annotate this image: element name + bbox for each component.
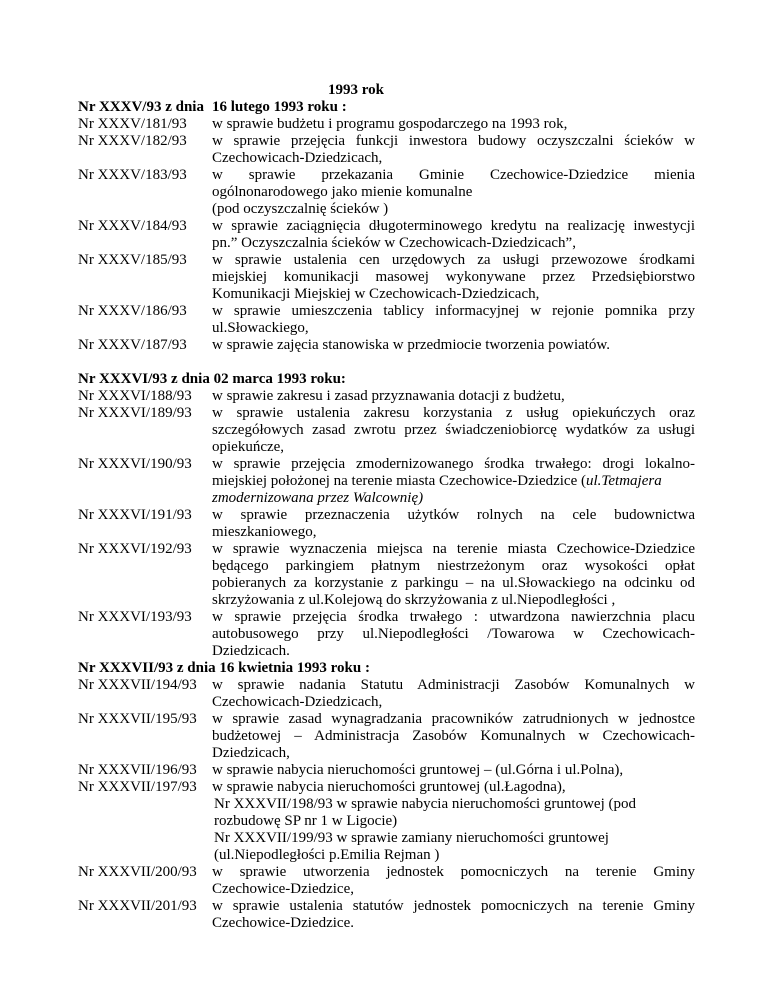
resolution-text: szczegółowych zasad zwrotu przez świadczeniobiorcę wydatków za usługi xyxy=(212,422,695,438)
resolution-text: w sprawie umieszczenia tablicy informacyjnej w rejonie pomnika przy xyxy=(212,303,695,319)
session-header: Nr XXXVII/93 z dnia 16 kwietnia 1993 roku : xyxy=(78,660,370,676)
resolution-number: Nr XXXVI/193/93 xyxy=(78,609,192,625)
resolution-text: autobusowego przy ul.Niepodległości /Towarowa w Czechowicach- xyxy=(212,626,695,642)
resolution-text: Czechowice-Dziedzice. xyxy=(212,915,354,931)
resolution-text: rozbudowę SP nr 1 w Ligocie) xyxy=(214,813,398,829)
resolution-text: w sprawie ustalenia cen urzędowych za usługi przewozowe środkami xyxy=(212,252,695,268)
resolution-number: Nr XXXVI/188/93 xyxy=(78,388,192,404)
resolution-text: zmodernizowana przez Walcownię) xyxy=(212,490,424,506)
resolution-number: Nr XXXVI/190/93 xyxy=(78,456,192,472)
resolution-text: Dziedzicach. xyxy=(212,643,290,659)
resolution-text: w sprawie wyznaczenia miejsca na terenie miasta Czechowice-Dziedzice xyxy=(212,541,695,557)
resolution-text: w sprawie utworzenia jednostek pomocniczych na terenie Gminy xyxy=(212,864,695,880)
resolution-number: Nr XXXVI/191/93 xyxy=(78,507,192,523)
resolution-text: miejskiej położonej na terenie miasta Czechowice-Dziedzice (ul.Tetmajera xyxy=(212,473,662,489)
resolution-text: w sprawie zajęcia stanowiska w przedmiocie tworzenia powiatów. xyxy=(212,337,611,353)
resolution-number: Nr XXXVII/200/93 xyxy=(78,864,197,880)
resolution-text: Komunikacji Miejskiej w Czechowicach-Dziedzicach, xyxy=(212,286,540,302)
resolution-text: w sprawie zasad wynagradzania pracowników zatrudnionych w jednostce xyxy=(212,711,695,727)
resolution-text: Dziedzicach, xyxy=(212,745,290,761)
resolution-number: Nr XXXV/181/93 xyxy=(78,116,187,132)
year-heading: 1993 rok xyxy=(328,82,384,98)
resolution-text: w sprawie przejęcia zmodernizowanego środka trwałego: drogi lokalno- xyxy=(212,456,695,472)
resolution-text: budżetowej – Administracja Zasobów Komunalnych w Czechowicach- xyxy=(212,728,695,744)
resolution-text: w sprawie zakresu i zasad przyznawania dotacji z budżetu, xyxy=(212,388,565,404)
resolution-text: (ul.Niepodległości p.Emilia Rejman ) xyxy=(214,847,440,863)
resolution-text: w sprawie budżetu i programu gospodarczego na 1993 rok, xyxy=(212,116,568,132)
resolution-text: Nr XXXVII/198/93 w sprawie nabycia nieruchomości gruntowej (pod xyxy=(214,796,636,812)
resolution-text: Czechowicach-Dziedzicach, xyxy=(212,150,383,166)
resolution-text: w sprawie ustalenia statutów jednostek pomocniczych na terenie Gminy xyxy=(212,898,695,914)
resolution-number: Nr XXXVI/189/93 xyxy=(78,405,192,421)
resolution-number: Nr XXXV/182/93 xyxy=(78,133,187,149)
resolution-text: w sprawie nadania Statutu Administracji Zasobów Komunalnych w xyxy=(212,677,695,693)
resolution-text: skrzyżowania z ul.Kolejową do skrzyżowania z ul.Niepodległości , xyxy=(212,592,616,608)
resolution-number: Nr XXXV/187/93 xyxy=(78,337,187,353)
resolution-number: Nr XXXV/183/93 xyxy=(78,167,187,183)
resolution-number: Nr XXXVI/192/93 xyxy=(78,541,192,557)
resolution-text: w sprawie przejęcia funkcji inwestora budowy oczyszczalni ścieków w xyxy=(212,133,695,149)
resolution-text: w sprawie nabycia nieruchomości gruntowej (ul.Łagodna), xyxy=(212,779,566,795)
resolution-number: Nr XXXVII/197/93 xyxy=(78,779,197,795)
resolution-text: pn.” Oczyszczalnia ścieków w Czechowicach-Dziedzicach”, xyxy=(212,235,576,251)
resolution-text: miejskiej komunikacji masowej wykonywane przez Przedsiębiorstwo xyxy=(212,269,695,285)
session-header-date: 16 lutego 1993 roku : xyxy=(212,99,347,115)
resolution-text: opiekuńcze, xyxy=(212,439,285,455)
resolution-number: Nr XXXVII/194/93 xyxy=(78,677,197,693)
resolution-number: Nr XXXVII/201/93 xyxy=(78,898,197,914)
resolution-number: Nr XXXVII/196/93 xyxy=(78,762,197,778)
resolution-number: Nr XXXVII/195/93 xyxy=(78,711,197,727)
street-name-italic: ul.Tetmajera xyxy=(586,473,662,489)
resolution-text: pobieranych za korzystanie z parkingu – na ul.Słowackiego na odcinku od xyxy=(212,575,695,591)
resolution-text: Czechowice-Dziedzice, xyxy=(212,881,354,897)
resolution-text: w sprawie nabycia nieruchomości gruntowej – (ul.Górna i ul.Polna), xyxy=(212,762,624,778)
resolution-text: będącego parkingiem płatnym niestrzeżonym oraz wysokości opłat xyxy=(212,558,695,574)
resolution-text: w sprawie przejęcia środka trwałego : utwardzona nawierzchnia placu xyxy=(212,609,695,625)
resolution-number: Nr XXXV/184/93 xyxy=(78,218,187,234)
resolution-text: Czechowicach-Dziedzicach, xyxy=(212,694,383,710)
resolution-text: w sprawie zaciągnięcia długoterminowego kredytu na realizację inwestycji xyxy=(212,218,695,234)
resolution-text: w sprawie przeznaczenia użytków rolnych na cele budownictwa xyxy=(212,507,695,523)
resolution-text: w sprawie przekazania Gminie Czechowice-Dziedzice mienia xyxy=(212,167,695,183)
resolution-text: ogólnonarodowego jako mienie komunalne xyxy=(212,184,473,200)
resolution-text: mieszkaniowego, xyxy=(212,524,317,540)
resolution-text: Nr XXXVII/199/93 w sprawie zamiany nieruchomości gruntowej xyxy=(214,830,609,846)
resolution-text: w sprawie ustalenia zakresu korzystania z usług opiekuńczych oraz xyxy=(212,405,695,421)
session-header: Nr XXXVI/93 z dnia 02 marca 1993 roku: xyxy=(78,371,346,387)
resolution-text: ul.Słowackiego, xyxy=(212,320,309,336)
resolution-text: (pod oczyszczalnię ścieków ) xyxy=(212,201,389,217)
resolution-number: Nr XXXV/185/93 xyxy=(78,252,187,268)
session-header-number: Nr XXXV/93 z dnia xyxy=(78,99,204,115)
resolution-number: Nr XXXV/186/93 xyxy=(78,303,187,319)
